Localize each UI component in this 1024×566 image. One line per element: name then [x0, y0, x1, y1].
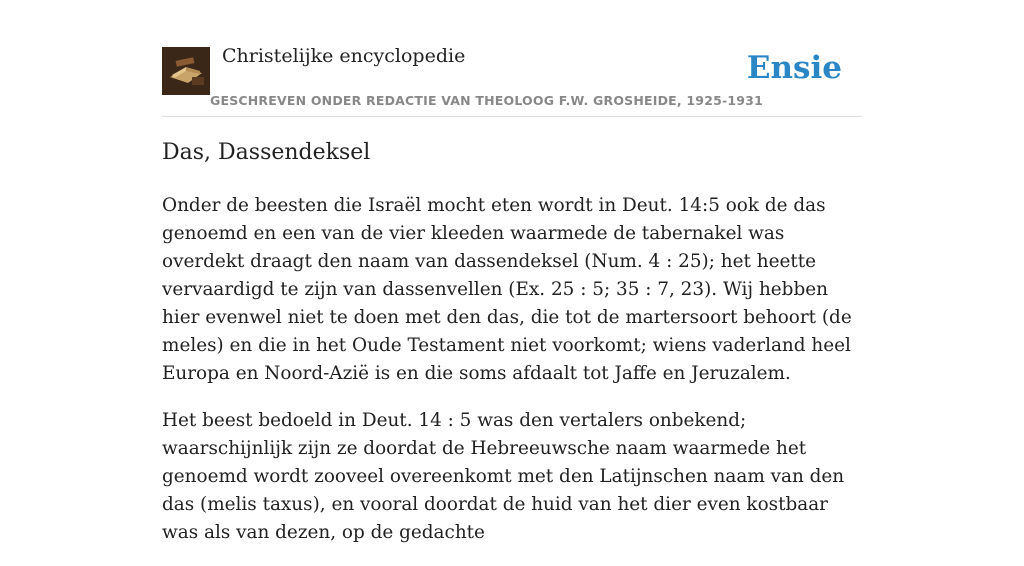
article-title: Das, Dassendeksel [162, 140, 371, 165]
open-book-icon [162, 47, 210, 95]
article-paragraph: Het beest bedoeld in Deut. 14 : 5 was den vertalers onbekend; waarschijnlijk zijn ze doordat de Hebreeuwsche naam waarmede het genoemd wordt zooveel overeenkomt met den Latijnschen naam van den das (melis taxus), en vooral doordat de huid van het dier even kostbaar was als van dezen, op de gedachte [162, 410, 845, 543]
site-subtitle: GESCHREVEN ONDER REDACTIE VAN THEOLOOG F.W. GROSHEIDE, 1925-1931 [210, 93, 763, 108]
article-paragraph: Onder de beesten die Israël mocht eten wordt in Deut. 14:5 ook de das genoemd en een van de vier kleeden waarmede de tabernakel was overdekt draagt den naam van dassendeksel (Num. 4 : 25); het heette vervaardigd te zijn van dassenvellen (Ex. 25 : 5; 35 : 7, 23). Wij hebben hier evenwel niet te doen met den das, die tot de martersoort behoort (de meles) en die in het Oude Testament niet voorkomt; wiens vaderland heel Europa en Noord-Azië is en die soms afdaalt tot Jaffe en Jeruzalem. [162, 195, 852, 384]
site-header [162, 0, 862, 117]
avatar[interactable] [162, 47, 210, 95]
brand-logo[interactable]: Ensie [746, 50, 842, 86]
site-title[interactable]: Christelijke encyclopedie [222, 45, 466, 67]
article-body [162, 192, 867, 566]
